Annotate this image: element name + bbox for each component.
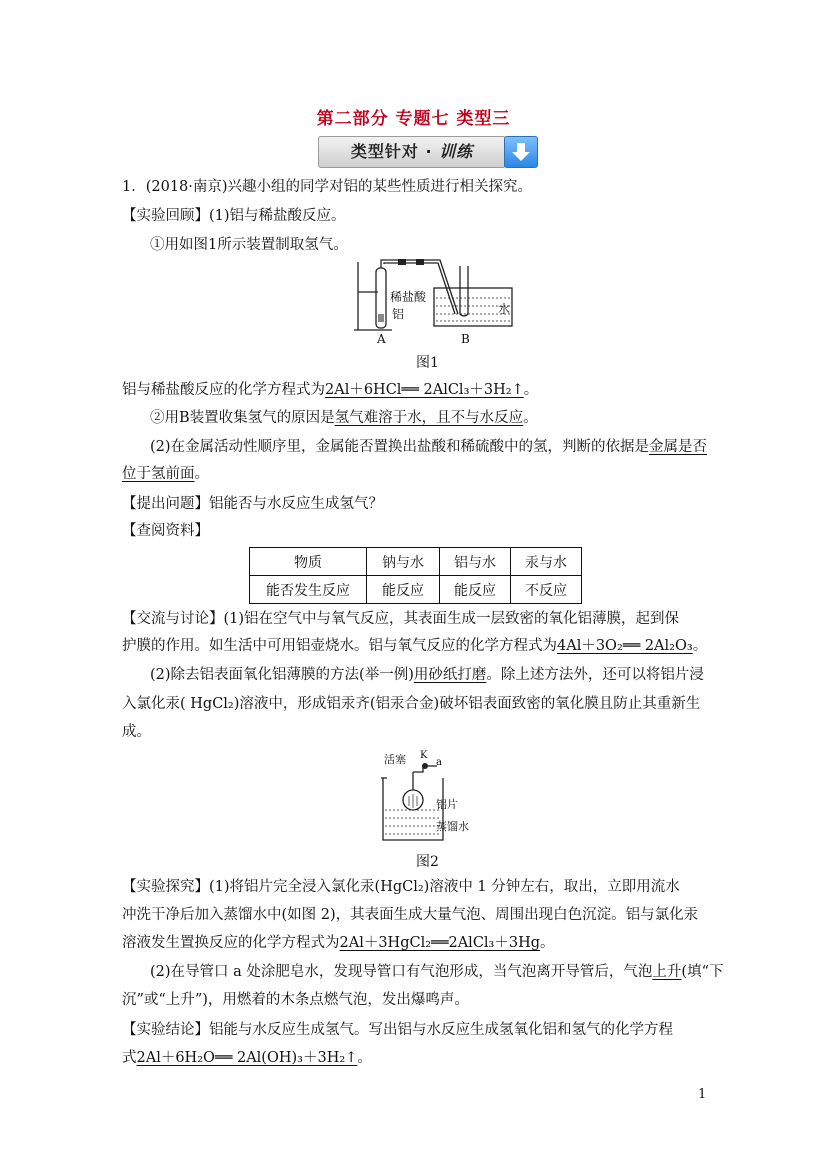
data-heading: 【查阅资料】	[122, 523, 209, 539]
explore-line3: 溶液发生置换反应的化学方程式为2Al＋3HgCl₂══2AlCl₃＋3Hg。	[122, 935, 555, 951]
figure-1-caption: 图1	[416, 355, 439, 371]
down-arrow-icon	[504, 136, 538, 168]
reaction-table	[249, 547, 582, 604]
table-header-cell: 物质	[250, 548, 367, 576]
discussion-line1: 【交流与讨论】(1)铝在空气中与氧气反应，其表面生成一层致密的氧化铝薄膜，起到保	[122, 611, 680, 627]
soap-line1: (2)在导管口 a 处涂肥皂水，发现导管口有气泡形成，当气泡离开导管后，气泡上升(填“下	[150, 964, 724, 980]
answer-remove: 用砂纸打磨	[413, 667, 487, 683]
review-heading: 【实验回顾】(1)铝与稀盐酸反应。	[122, 208, 346, 224]
banner-label: 类型针对 · 训练	[318, 136, 506, 168]
table-header-cell: 钠与水	[367, 548, 440, 576]
answer-soap: 上升	[652, 964, 682, 980]
question-heading: 【提出问题】铝能否与水反应生成氢气？	[122, 496, 383, 512]
table-cell: 能反应	[440, 576, 511, 604]
table-header-cell: 铝与水	[440, 548, 511, 576]
step-one: ①用如图1所示装置制取氢气。	[150, 237, 348, 253]
answer-eq1: 2Al＋6HCl══ 2AlCl₃＋3H₂↑	[325, 382, 524, 398]
figure-1-apparatus	[340, 258, 520, 344]
table-cell: 能否发生反应	[250, 576, 367, 604]
equation-1: 铝与稀盐酸反应的化学方程式为2Al＋6HCl══ 2AlCl₃＋3H₂↑。	[122, 382, 539, 398]
answer-conclusion: 2Al＋6H₂O══ 2Al(OH)₃＋3H₂↑	[136, 1050, 358, 1066]
soap-line2: 沉”或“上升”)，用燃着的木条点燃气泡，发出爆鸣声。	[122, 992, 469, 1008]
part-two-line2: 位于氢前面。	[122, 466, 209, 482]
page-number: 1	[698, 1087, 707, 1102]
fig1-label-a: A	[377, 332, 386, 346]
answer-p2b: 位于氢前面	[122, 466, 195, 482]
fig2-label-a: a	[436, 757, 442, 768]
table-row	[250, 576, 582, 604]
answer-discuss: 4Al＋3O₂══ 2Al₂O₃	[557, 638, 693, 654]
step-two: ②用B装置收集氢气的原因是氢气难溶于水，且不与水反应。	[150, 410, 538, 426]
fig2-label-k: K	[420, 750, 428, 761]
remove-film-line2: 入氯化汞( HgCl₂)溶液中，形成铝汞齐(铝汞合金)破坏铝表面致密的氧化膜且防止其重新生	[122, 696, 701, 712]
fig1-label-water: 水	[498, 302, 511, 316]
fig2-label-foil: 铝片	[436, 798, 458, 811]
section-banner	[318, 136, 538, 168]
table-header-cell: 汞与水	[511, 548, 582, 576]
table-cell: 能反应	[367, 576, 440, 604]
question-intro: 1．(2018·南京)兴趣小组的同学对铝的某些性质进行相关探究。	[122, 179, 533, 195]
remove-film-line1: (2)除去铝表面氧化铝薄膜的方法(举一例)用砂纸打磨。除上述方法外，还可以将铝片浸	[150, 667, 704, 683]
part-two-line1: (2)在金属活动性顺序里，金属能否置换出盐酸和稀硫酸中的氢，判断的依据是金属是否	[150, 439, 708, 455]
table-cell: 不反应	[511, 576, 582, 604]
discussion-line2: 护膜的作用。如生活中可用铝壶烧水。铝与氧气反应的化学方程式为4Al＋3O₂══ 2Al₂O₃。	[122, 638, 708, 654]
answer-p2a: 金属是否	[649, 439, 708, 455]
conclusion-line1: 【实验结论】铝能与水反应生成氢气。写出铝与水反应生成氢氧化铝和氢气的化学方程	[122, 1022, 673, 1038]
conclusion-line2: 式2Al＋6H₂O══ 2Al(OH)₃＋3H₂↑。	[122, 1050, 372, 1066]
page-title: 第二部分 专题七 类型三	[316, 109, 511, 129]
table-row	[250, 548, 582, 576]
answer-step2: 氢气难溶于水，且不与水反应	[334, 410, 524, 426]
fig1-label-b: B	[461, 332, 470, 346]
fig2-label-plug: 活塞	[384, 753, 406, 766]
fig1-label-al: 铝	[392, 307, 405, 321]
figure-2-caption: 图2	[416, 854, 439, 870]
answer-explore: 2Al＋3HgCl₂══2AlCl₃＋3Hg	[339, 935, 541, 951]
fig1-label-acid: 稀盐酸	[390, 290, 427, 304]
explore-line1: 【实验探究】(1)将铝片完全浸入氯化汞(HgCl₂)溶液中 1 分钟左右，取出，立即用流水	[122, 879, 680, 895]
explore-line2: 冲洗干净后加入蒸馏水中(如图 2)，其表面生成大量气泡、周围出现白色沉淀。铝与氯化汞	[122, 907, 699, 923]
remove-film-line3: 成。	[122, 724, 151, 740]
fig2-label-water: 蒸馏水	[436, 820, 469, 833]
